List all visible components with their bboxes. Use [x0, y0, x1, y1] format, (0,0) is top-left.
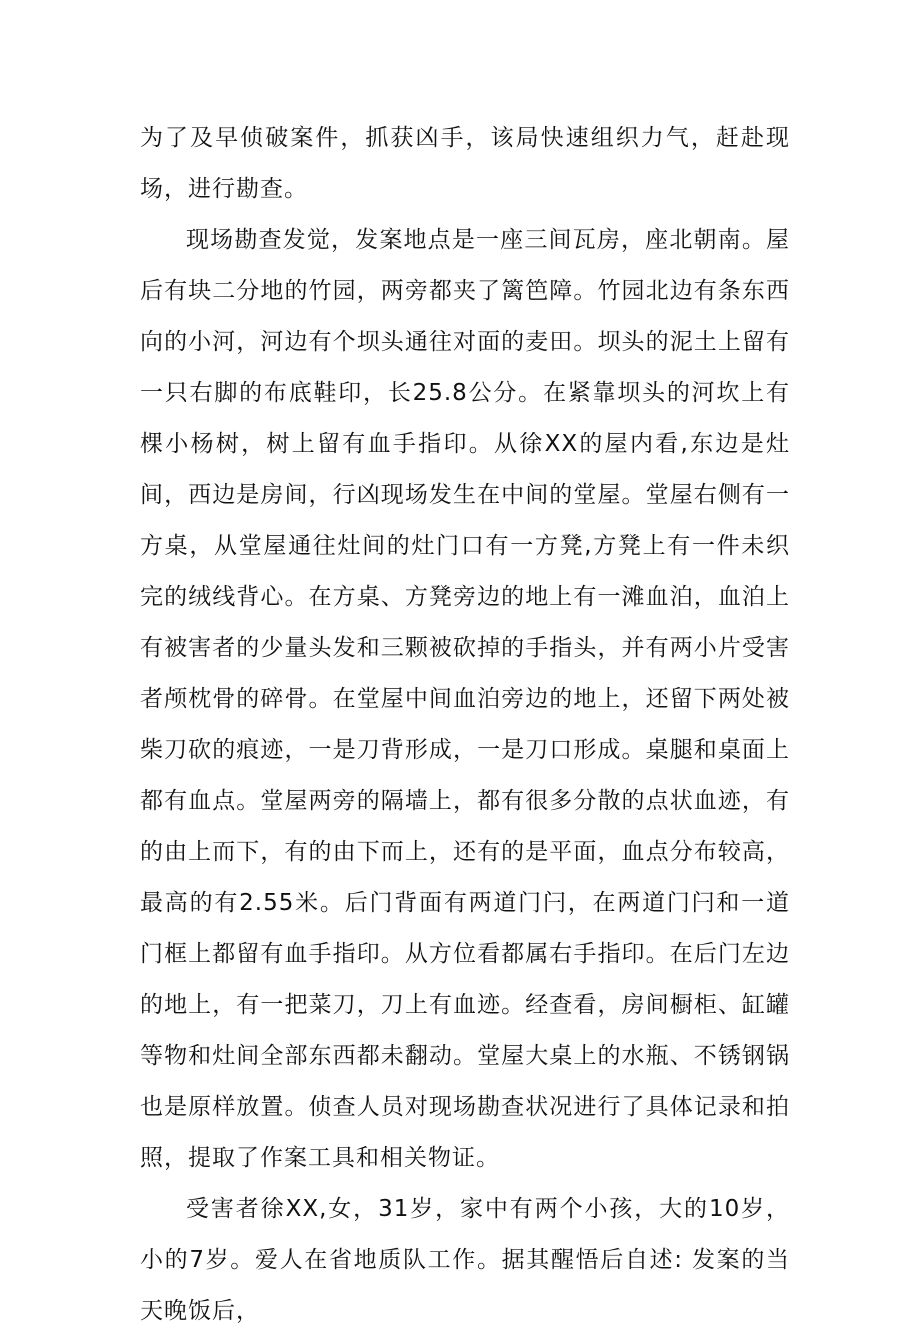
paragraph-1: 为了及早侦破案件，抓获凶手，该局快速组织力气，赶赴现场，进行勘查。: [140, 125, 790, 202]
paragraph-2: 现场勘查发觉，发案地点是一座三间瓦房，座北朝南。屋后有块二分地的竹园，两旁都夹了篱笆障。竹园北边有条东西向的小河，河边有个坝头通往对面的麦田。坝头的泥土上留有一只右脚的布底鞋印，长25.8公分。在紧靠坝头的河坎上有棵小杨树，树上留有血手指印。从徐XX的屋内看,东边是灶间，西边是房间，行凶现场发生在中间的堂屋。堂屋右侧有一方桌，从堂屋通往灶间的灶门口有一方凳,方凳上有一件未织完的绒线背心。在方桌、方凳旁边的地上有一滩血泊，血泊上有被害者的少量头发和三颗被砍掉的手指头，并有两小片受害者颅枕骨的碎骨。在堂屋中间血泊旁边的地上，还留下两处被柴刀砍的痕迹，一是刀背形成，一是刀口形成。桌腿和桌面上都有血点。堂屋两旁的隔墙上，都有很多分散的点状血迹，有的由上而下，有的由下而上，还有的是平面，血点分布较高，最高的有2.55米。后门背面有两道门闩，在两道门闩和一道门框上都留有血手指印。从方位看都属右手指印。在后门左边的地上，有一把菜刀，刀上有血迹。经查看，房间橱柜、缸罐等物和灶间全部东西都未翻动。堂屋大桌上的水瓶、不锈钢锅也是原样放置。侦查人员对现场勘查状况进行了具体记录和拍照，提取了作案工具和相关物证。: [140, 227, 790, 1171]
paragraph-3: 受害者徐XX,女，31岁，家中有两个小孩，大的10岁，小的7岁。爱人在省地质队工作。据其醒悟后自述: 发案的当天晚饭后，: [140, 1196, 790, 1324]
document-body: [140, 113, 790, 1337]
